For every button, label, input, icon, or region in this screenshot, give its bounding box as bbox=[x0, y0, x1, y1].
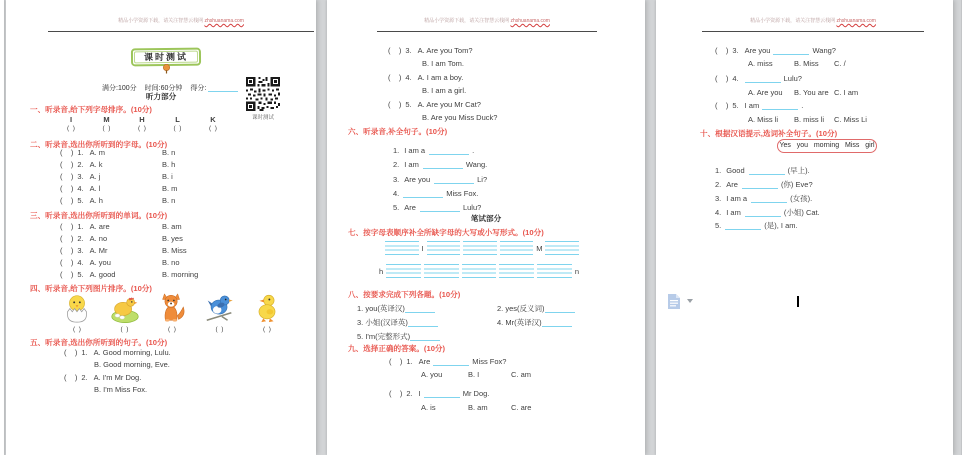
letter-order-row bbox=[58, 115, 226, 132]
picture-cell bbox=[246, 291, 288, 333]
fill-blank-row: 4. Miss Fox. bbox=[393, 189, 479, 198]
translate-item: 2. yes(反义词) bbox=[497, 303, 575, 314]
answer-blank bbox=[433, 359, 469, 366]
question-row: ( ) 1. A. Good morning, Lulu. bbox=[64, 348, 171, 357]
answer-blank bbox=[745, 76, 781, 83]
question-row: ( ) 2. A. I'm Mr Dog. bbox=[64, 373, 142, 382]
fill-blank-row: 5. (是), I am. bbox=[715, 221, 798, 230]
choice-options: A. miss B. Miss C. / bbox=[748, 59, 846, 68]
answer-blank bbox=[542, 320, 572, 327]
answer-blank bbox=[420, 205, 460, 212]
section4-heading: 四、听录音,给下列图片排序。(10分) bbox=[30, 284, 152, 293]
answer-paren: ( ) bbox=[715, 101, 729, 110]
four-line-grid bbox=[500, 241, 534, 255]
picture-cell bbox=[104, 291, 146, 333]
choice-question: ( ) 5. I am . bbox=[715, 101, 804, 110]
right-scrollbar-track[interactable] bbox=[961, 0, 975, 455]
answer-blank bbox=[424, 391, 460, 398]
answer-blank bbox=[410, 334, 440, 341]
answer-paren: ( ) bbox=[209, 125, 217, 132]
four-line-grid bbox=[386, 264, 421, 278]
section5-heading: 五、听录音,选出你所听到的句子。(10分) bbox=[30, 338, 168, 347]
question-row: ( ) 5. A. Are you Mr Cat? bbox=[388, 100, 481, 109]
section8-heading: 八、按要求完成下列各题。(10分) bbox=[348, 290, 461, 299]
document-icon[interactable] bbox=[667, 294, 681, 309]
section2-heading: 二、听录音,选出你所听到的字母。(10分) bbox=[30, 140, 168, 149]
question-row: ( ) 5. A. good B. morning bbox=[60, 270, 199, 279]
section3-heading: 三、听录音,选出你所听到的单词。(10分) bbox=[30, 211, 168, 220]
writing-grid-row-1: I M bbox=[385, 241, 579, 255]
fill-blank-row: 3. Are you Li? bbox=[393, 175, 488, 184]
word-bank-box bbox=[777, 139, 877, 153]
option-row: B. Good morning, Eve. bbox=[94, 360, 170, 369]
answer-paren: ( ) bbox=[715, 46, 729, 55]
question-row: ( ) 3. A. Mr B. Miss bbox=[60, 246, 187, 255]
answer-paren: ( ) bbox=[173, 125, 182, 132]
answer-paren: ( ) bbox=[60, 172, 74, 181]
letter-cell: L ( ) bbox=[165, 115, 191, 132]
translate-item: 4. Mr(英译汉) bbox=[497, 317, 572, 328]
question-row: ( ) 4. A. you B. no bbox=[60, 258, 180, 267]
question-row: ( ) 2. A. no B. yes bbox=[60, 234, 183, 243]
fill-blank-row: 4. I am (小姐) Cat. bbox=[715, 208, 820, 217]
watermark-domain: zhshuanama.com bbox=[836, 18, 876, 24]
translate-item: 3. 小姐(汉译英) bbox=[357, 317, 438, 328]
canvas-left-edge bbox=[0, 0, 5, 455]
answer-paren: ( ) bbox=[168, 326, 176, 333]
picture-bluebird bbox=[203, 291, 237, 325]
question-row: ( ) 1. A. are B. am bbox=[60, 222, 182, 231]
four-line-grid bbox=[499, 264, 534, 278]
answer-paren: ( ) bbox=[60, 270, 74, 279]
document-page-2[interactable] bbox=[327, 0, 645, 455]
choice-options: A. is B. am C. are bbox=[421, 403, 532, 412]
answer-paren: ( ) bbox=[60, 222, 74, 231]
answer-blank bbox=[403, 191, 443, 198]
written-part-label: 笔试部分 bbox=[470, 214, 502, 223]
answer-blank bbox=[429, 148, 469, 155]
section10-heading: 十、根据汉语提示,选词补全句子。(10分) bbox=[700, 129, 838, 138]
answer-paren: ( ) bbox=[60, 234, 74, 243]
question-row: ( ) 5. A. h B. n bbox=[60, 196, 176, 205]
text-cursor bbox=[797, 296, 799, 307]
option-row: B. Are you Miss Duck? bbox=[422, 113, 498, 122]
four-line-grid bbox=[424, 264, 459, 278]
section7-heading: 七、按字母表顺序补全所缺字母的大写或小写形式。(10分) bbox=[348, 228, 544, 237]
answer-blank bbox=[742, 182, 778, 189]
answer-blank bbox=[423, 162, 463, 169]
answer-paren: ( ) bbox=[60, 160, 74, 169]
answer-paren: ( ) bbox=[389, 357, 403, 366]
answer-paren: ( ) bbox=[64, 348, 78, 357]
question-row: ( ) 3. A. Are you Tom? bbox=[388, 46, 473, 55]
answer-paren: ( ) bbox=[73, 326, 81, 333]
dropdown-caret-icon[interactable] bbox=[687, 299, 693, 303]
picture-duck bbox=[250, 291, 284, 325]
picture-cell bbox=[56, 291, 98, 333]
answer-paren: ( ) bbox=[388, 46, 402, 55]
choice-question: ( ) 2. I Mr Dog. bbox=[389, 389, 490, 398]
answer-paren: ( ) bbox=[120, 326, 129, 333]
answer-blank bbox=[434, 177, 474, 184]
answer-paren: ( ) bbox=[60, 184, 74, 193]
option-row: B. I am Tom. bbox=[422, 59, 464, 68]
answer-blank bbox=[773, 48, 809, 55]
watermark: 精品小学资源下载，请关注智慧云栈网 zhshuanama.com bbox=[424, 18, 550, 24]
picture-cell bbox=[151, 291, 193, 333]
four-line-grid bbox=[385, 241, 419, 255]
answer-blank bbox=[749, 168, 785, 175]
four-line-grid bbox=[462, 264, 497, 278]
four-line-grid bbox=[427, 241, 461, 255]
qr-caption: 课时测试 bbox=[251, 115, 274, 121]
choice-question: ( ) 1. Are Miss Fox? bbox=[389, 357, 507, 366]
picture-order-row bbox=[56, 291, 288, 333]
answer-paren: ( ) bbox=[715, 74, 729, 83]
writing-grid-row-2: h n bbox=[379, 264, 579, 278]
answer-paren: ( ) bbox=[60, 246, 74, 255]
fill-blank-row: 5. Are Lulu? bbox=[393, 203, 482, 212]
translate-item: 1. you(英译汉) bbox=[357, 303, 435, 314]
answer-blank bbox=[725, 223, 761, 230]
letter-cell: M ( ) bbox=[94, 115, 120, 132]
answer-paren: ( ) bbox=[138, 125, 146, 132]
question-row: ( ) 1. A. m B. n bbox=[60, 148, 176, 157]
letter-cell: K ( ) bbox=[200, 115, 226, 132]
answer-blank bbox=[745, 210, 781, 217]
picture-hen-on-nest bbox=[108, 291, 142, 325]
document-page-3[interactable] bbox=[656, 0, 953, 455]
four-line-grid bbox=[545, 241, 579, 255]
document-page-1[interactable] bbox=[6, 0, 316, 455]
choice-options: A. you B. I C. am bbox=[421, 370, 532, 379]
picture-fox bbox=[155, 291, 189, 325]
section6-heading: 六、听录音,补全句子。(10分) bbox=[348, 127, 448, 136]
question-row: ( ) 2. A. k B. h bbox=[60, 160, 176, 169]
header-rule bbox=[377, 31, 597, 32]
watermark: 精品小学资源下载，请关注智慧云栈网 zhshuanama.com bbox=[750, 18, 876, 24]
fill-blank-row: 2. Are (你) Eve? bbox=[715, 180, 813, 189]
answer-paren: ( ) bbox=[388, 73, 402, 82]
section9-heading: 九、选择正确的答案。(10分) bbox=[348, 344, 446, 353]
answer-paren: ( ) bbox=[388, 100, 402, 109]
listening-part-label: 听力部分 bbox=[145, 92, 177, 101]
question-row: ( ) 3. A. j B. i bbox=[60, 172, 173, 181]
answer-paren: ( ) bbox=[263, 326, 271, 333]
option-row: B. I am a girl. bbox=[422, 86, 467, 95]
picture-chick-hatching bbox=[60, 291, 94, 325]
answer-paren: ( ) bbox=[102, 125, 111, 132]
watermark-domain: zhshuanama.com bbox=[510, 18, 550, 24]
answer-blank bbox=[751, 196, 787, 203]
fill-blank-row: 1. I am a . bbox=[393, 146, 475, 155]
answer-paren: ( ) bbox=[60, 258, 74, 267]
fill-blank-row: 2. I am Wang. bbox=[393, 160, 488, 169]
choice-options: A. Miss li B. miss li C. Miss Li bbox=[748, 115, 867, 124]
word-bank: Yes you morning Miss girl bbox=[779, 142, 875, 149]
four-line-grid bbox=[537, 264, 572, 278]
answer-blank bbox=[762, 103, 798, 110]
answer-paren: ( ) bbox=[64, 373, 78, 382]
choice-question: ( ) 4. Lulu? bbox=[715, 74, 802, 83]
fill-blank-row: 3. I am a (女孩). bbox=[715, 194, 813, 203]
answer-paren: ( ) bbox=[67, 125, 75, 132]
four-line-grid bbox=[463, 241, 497, 255]
answer-paren: ( ) bbox=[60, 148, 74, 157]
picture-cell bbox=[199, 291, 241, 333]
letter-cell: H ( ) bbox=[129, 115, 155, 132]
letter-cell: I ( ) bbox=[58, 115, 84, 132]
option-row: B. I'm Miss Fox. bbox=[94, 385, 148, 394]
section1-heading: 一、听录音,给下列字母排序。(10分) bbox=[30, 105, 152, 114]
header-rule bbox=[702, 31, 924, 32]
question-row: ( ) 4. A. I am a boy. bbox=[388, 73, 464, 82]
choice-question: ( ) 3. Are you Wang? bbox=[715, 46, 836, 55]
full-score: 满分:100分 bbox=[102, 85, 137, 92]
answer-paren: ( ) bbox=[389, 389, 403, 398]
time-limit: 时间:60分钟 bbox=[144, 85, 183, 92]
pushpin-icon bbox=[162, 64, 171, 74]
header-rule bbox=[48, 31, 314, 32]
fill-blank-row: 1. Good (早上). bbox=[715, 166, 810, 175]
choice-options: A. Are you B. You are C. I am bbox=[748, 88, 859, 97]
answer-paren: ( ) bbox=[215, 326, 224, 333]
score-label: 得分: bbox=[190, 85, 207, 92]
page-title: 课时测试 bbox=[143, 51, 189, 63]
answer-paren: ( ) bbox=[60, 196, 74, 205]
answer-blank bbox=[545, 306, 575, 313]
watermark: 精品小学资源下载，请关注智慧云栈网 zhshuanama.com bbox=[118, 18, 244, 24]
question-row: ( ) 4. A. l B. m bbox=[60, 184, 178, 193]
answer-blank bbox=[408, 320, 438, 327]
translate-item: 5. I'm(完整形式) bbox=[357, 331, 440, 342]
watermark-domain: zhshuanama.com bbox=[204, 18, 244, 24]
answer-blank bbox=[405, 306, 435, 313]
